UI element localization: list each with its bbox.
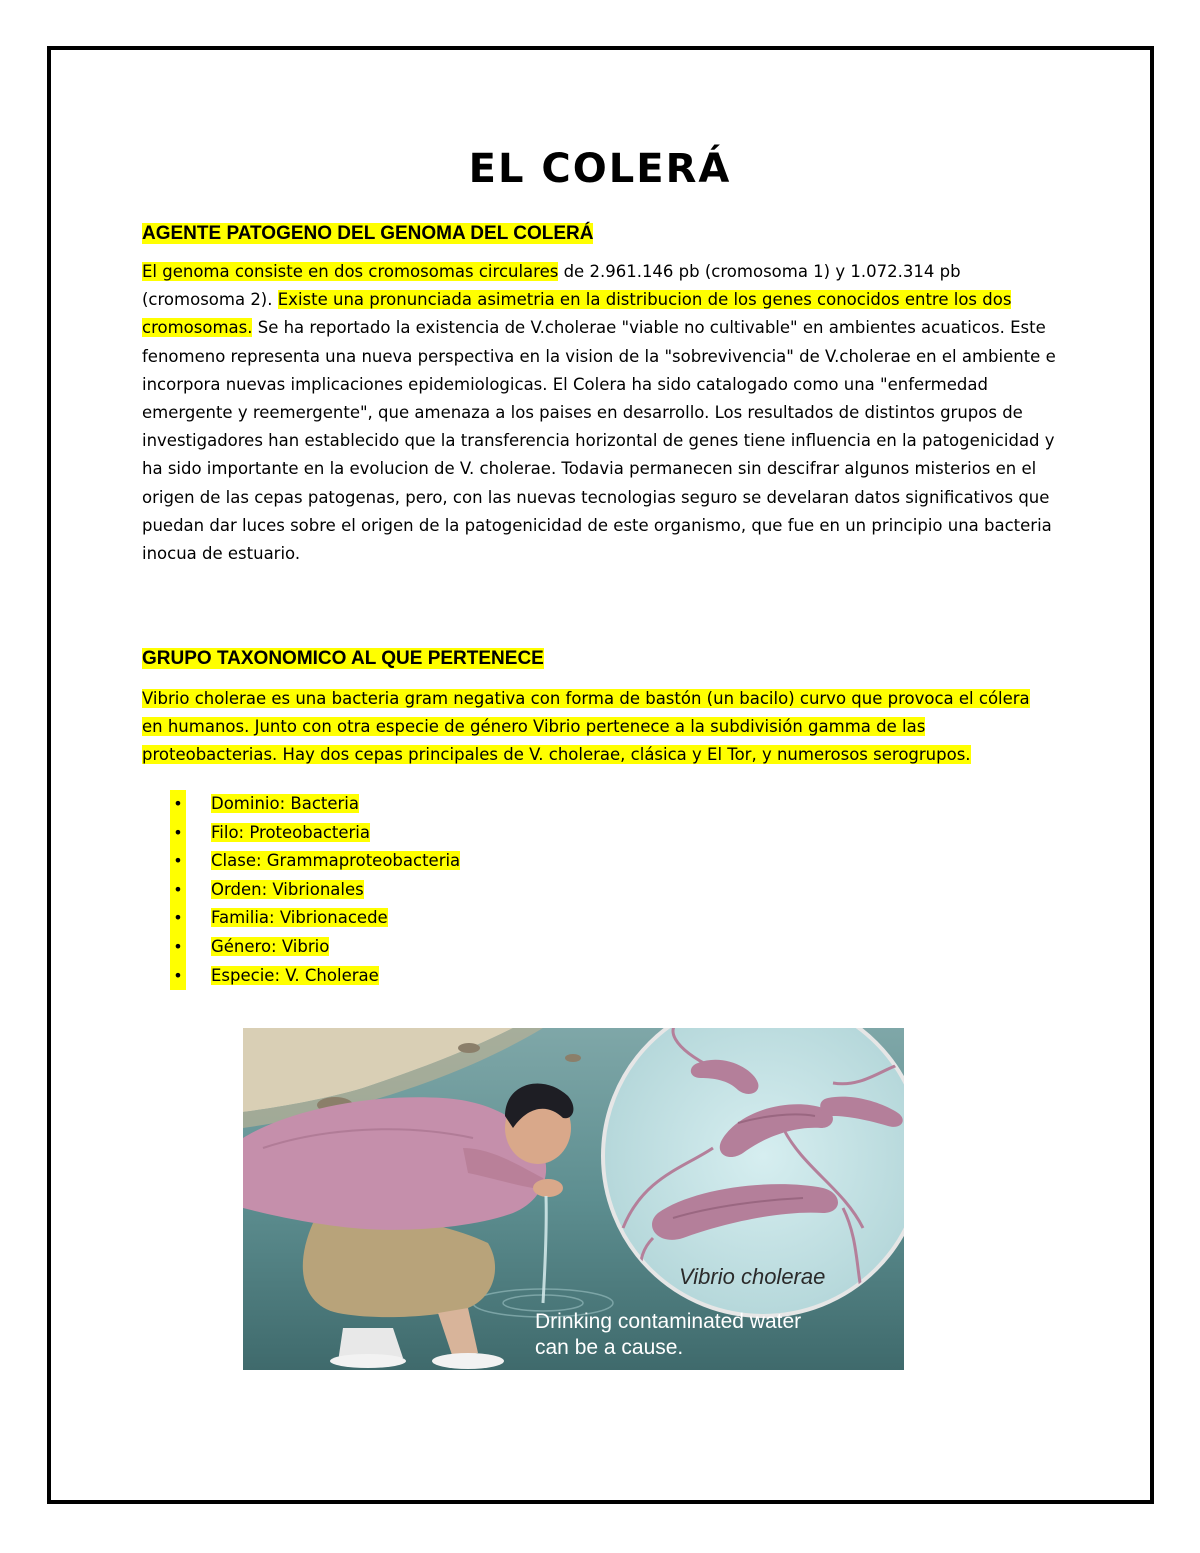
- caption-line-1: Drinking contaminated water: [535, 1310, 802, 1333]
- heading-highlight: GRUPO TAXONOMICO AL QUE PERTENECE: [142, 648, 544, 669]
- genome-paragraph: [142, 258, 1062, 568]
- section-agente-patogeno: [142, 220, 1062, 568]
- bullet-icon: •: [170, 962, 186, 991]
- illustration-svg: [243, 1028, 904, 1370]
- taxonomy-item: Dominio: Bacteria: [211, 794, 360, 813]
- list-item: [170, 876, 460, 905]
- bullet-icon: •: [170, 933, 186, 962]
- genome-text-rest: Se ha reportado la existencia de V.cholerae "viable no cultivable" en ambientes acuaticos. Este fenomeno representa una nueva perspectiva en la vision de la "sobrevivencia" de V.cholerae en el ambiente e incorpora nuevas implicaciones epidemiologicas. El Colera ha sido catalogado como una "enfermedad emergente y reemergente", que amenaza a los paises en desarrollo. Los resultados de distintos grupos de investigadores han establecido que la transferencia horizontal de genes tiene influencia en la patogenicidad y ha sido importante en la evolucion de V. cholerae. Todavia permanecen sin descifrar algunos misterios en el origen de las cepas patogenas, pero, con las nuevas tecnologias seguro se develaran datos significativos que puedan dar luces sobre el origen de la patogenicidad de este organismo, que fue en un principio una bacteria inocua de estuario.: [142, 318, 1056, 564]
- taxonomy-item: Familia: Vibrionacede: [211, 908, 388, 928]
- taxonomy-item: Especie: V. Cholerae: [211, 965, 379, 985]
- taxonomy-paragraph: [142, 685, 1042, 770]
- list-item: [170, 819, 460, 848]
- list-item: [170, 933, 460, 962]
- list-item: [170, 962, 460, 991]
- taxonomy-item: Clase: Grammaproteobacteria: [211, 851, 461, 871]
- section-heading-agente: [142, 220, 1062, 248]
- highlight-taxonomy: Vibrio cholerae es una bacteria gram negativa con forma de bastón (un bacilo) curvo que provoca el cólera en humanos. Junto con otra especie de género Vibrio pertenece a la subdivisión gamma de las proteobacterias. Hay dos cepas principales de V. cholerae, clásica y El Tor, y numerosos serogrupos.: [142, 689, 1030, 765]
- circle-label: Vibrio cholerae: [679, 1264, 826, 1289]
- heading-highlight: AGENTE PATOGENO DEL GENOMA DEL COLERÁ: [142, 223, 594, 244]
- section-grupo-taxonomico: [142, 645, 1062, 770]
- bullet-icon: •: [170, 790, 186, 819]
- page-title: EL COLERÁ: [468, 146, 732, 192]
- taxonomy-item: Filo: Proteobacteria: [211, 822, 371, 842]
- cholera-illustration: [243, 1028, 904, 1370]
- highlight-asymmetry: Existe una pronunciada asimetria en la distribucion de los genes conocidos entre los dos cromosomas.: [142, 290, 1012, 338]
- bullet-icon: •: [170, 847, 186, 876]
- taxonomy-list: [170, 790, 460, 990]
- highlight-genome: El genoma consiste en dos cromosomas circulares: [142, 262, 559, 281]
- genome-text: de 2.961.146 pb (cromosoma 1) y 1.072.314 pb (cromosoma 2).: [142, 262, 961, 310]
- bullet-icon: •: [170, 819, 186, 848]
- list-item: [170, 847, 460, 876]
- caption-line-2: can be a cause.: [535, 1336, 684, 1359]
- taxonomy-item: Género: Vibrio: [211, 936, 330, 956]
- taxonomy-item: Orden: Vibrionales: [211, 879, 364, 899]
- bullet-icon: •: [170, 876, 186, 905]
- bullet-icon: •: [170, 904, 186, 933]
- list-item: [170, 790, 460, 819]
- list-item: [170, 904, 460, 933]
- section-heading-taxonomico: [142, 645, 1062, 673]
